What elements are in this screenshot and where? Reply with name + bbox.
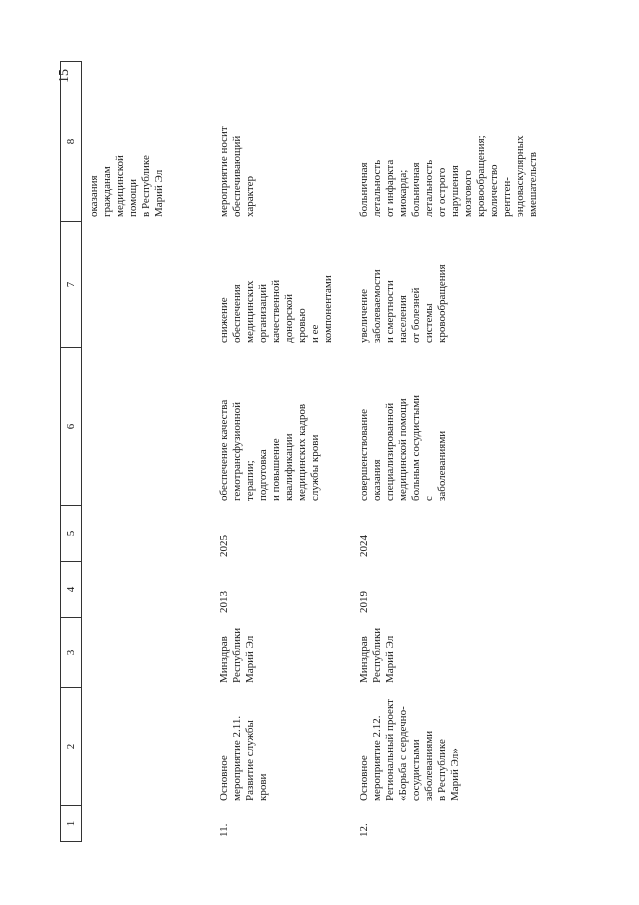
measure-name	[82, 688, 213, 806]
row-number: 11.	[218, 823, 230, 837]
measure-name: Основное мероприятие 2.11. Развитие службы крови	[218, 715, 269, 801]
start-year	[82, 562, 213, 618]
end-year	[82, 506, 213, 562]
end-year: 2024	[358, 535, 370, 557]
consequences	[82, 222, 213, 348]
page-number: 15	[57, 69, 72, 83]
table-row	[82, 62, 213, 842]
table-row	[352, 62, 544, 842]
table-row	[212, 62, 352, 842]
consequences: увеличение заболеваемости и смертности населения от болезней системы кровообращения	[358, 264, 448, 343]
header-col-7: 7	[61, 222, 82, 348]
header-row	[61, 62, 82, 842]
end-year: 2025	[218, 535, 230, 557]
executor	[82, 618, 213, 688]
row-number	[82, 806, 213, 842]
indicator-link: мероприятие носит обеспечивающий характер	[218, 126, 256, 217]
header-col-4: 4	[61, 562, 82, 618]
executor: Минздрав Республики Марий Эл	[218, 627, 256, 683]
header-col-5: 5	[61, 506, 82, 562]
start-year: 2019	[358, 591, 370, 613]
measure-name: Основное мероприятие 2.12. Региональный проект «Борьба с сердечно- сосудистыми заболеваниями в Республике Марий Эл»	[358, 699, 461, 801]
header-col-6: 6	[61, 348, 82, 506]
expected-result	[82, 348, 213, 506]
indicator-link: больничная летальность от инфаркта миокарда; больничная летальность от острого нарушения мозгового кровообращения; количество рентген- эндоваскулярных вмешательств	[358, 135, 539, 217]
expected-result: обеспечение качества гемотрансфузионной терапии; подготовка и повышение квалификации медицинских кадров службы крови	[218, 399, 321, 501]
header-col-8: 8	[61, 62, 82, 222]
indicator-link: оказания гражданам медицинской помощи в Республике Марий Эл	[88, 155, 165, 217]
rotated-table-frame	[60, 62, 580, 842]
header-col-2: 2	[61, 688, 82, 806]
row-number: 12.	[358, 823, 370, 837]
start-year: 2013	[218, 591, 230, 613]
header-col-1: 1	[61, 806, 82, 842]
consequences: снижение обеспечения медицинских организаций качественной донорской кровью и ее компонентами	[218, 275, 334, 343]
header-col-3: 3	[61, 618, 82, 688]
expected-result: совершенствование оказания специализированной медицинской помощи больным сосудистыми с заболеваниями	[358, 394, 448, 501]
executor: Минздрав Республики Марий Эл	[358, 627, 396, 683]
program-table	[60, 61, 544, 842]
